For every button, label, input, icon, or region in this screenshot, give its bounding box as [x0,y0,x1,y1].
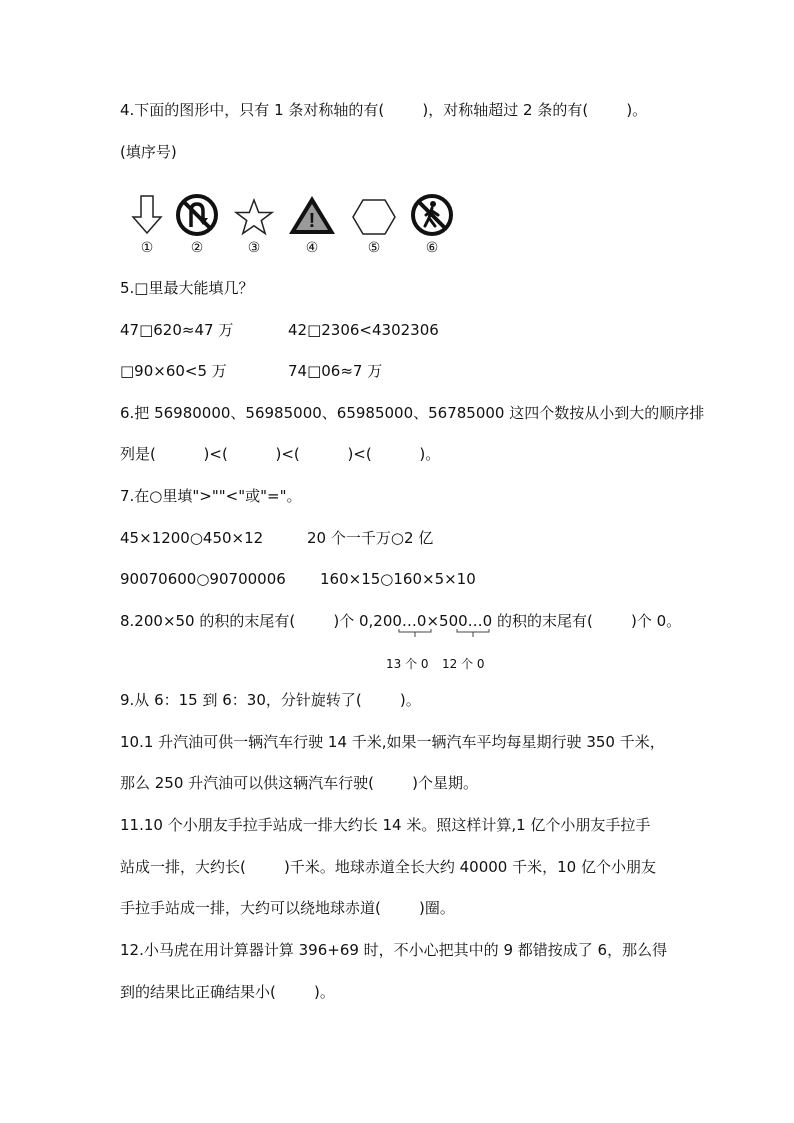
q4-line-2: (填序号) [120,143,177,161]
q10-line-1: 10.1 升汽油可供一辆汽车行驶 14 千米,如果一辆汽车平均每星期行驶 350 千米， [120,733,665,751]
q7-item-b: 20 个一千万○2 亿 [307,529,434,547]
q7-item-a: 45×1200○450×12 [120,529,264,547]
q8-caption-1: 13 个 0 [386,657,429,671]
q5-item-a: 47□620≈47 万 [120,321,234,339]
q12-line-2: 到的结果比正确结果小( )。 [120,983,335,1001]
figure-label-3: ③ [247,240,261,256]
hexagon-icon [351,198,397,236]
q7-title: 7.在○里填">""<"或"="。 [120,487,302,505]
q8-caption-2: 12 个 0 [442,657,485,671]
q7-item-d: 160×15○160×5×10 [320,570,476,588]
q5-title: 5.□里最大能填几？ [120,279,254,297]
q6-line-1: 6.把 56980000、56985000、65985000、56785000 这四个数按从小到大的顺序排 [120,404,705,422]
q4-line-1: 4.下面的图形中，只有 1 条对称轴的有( )，对称轴超过 2 条的有( )。 [120,101,648,119]
q10-line-2: 那么 250 升汽油可以供这辆汽车行驶( )个星期。 [120,774,479,792]
star-icon [234,198,274,236]
q7-item-c: 90070600○90700006 [120,570,286,588]
warning-triangle-icon [287,194,337,236]
figure-label-4: ④ [305,240,319,256]
figure-label-5: ⑤ [367,240,381,256]
q5-item-d: 74□06≈7 万 [288,362,383,380]
no-u-turn-sign-icon [175,193,219,237]
q12-line-1: 12.小马虎在用计算器计算 396+69 时，不小心把其中的 9 都错按成了 6，那么得 [120,941,668,959]
q8-brace-2 [456,628,490,638]
q6-line-2: 列是( )<( )<( )<( )。 [120,445,441,463]
exclamation-mark: ! [308,210,316,232]
figure-label-2: ② [190,240,204,256]
q8-line-1: 8.200×50 的积的末尾有( )个 0,200…0×500…0 的积的末尾有( )个 0。 [120,612,682,630]
q9: 9.从 6：15 到 6：30，分针旋转了( )。 [120,691,421,709]
q5-item-b: 42□2306<4302306 [288,321,439,339]
q8-brace-1 [398,628,432,638]
down-arrow-icon [132,195,162,235]
figure-label-1: ① [140,240,154,256]
q11-line-2: 站成一排，大约长( )千米。地球赤道全长大约 40000 千米，10 亿个小朋友 [120,858,656,876]
q5-item-c: □90×60<5 万 [120,362,227,380]
figure-label-6: ⑥ [425,240,439,256]
q11-line-1: 11.10 个小朋友手拉手站成一排大约长 14 米。照这样计算,1 亿个小朋友手拉手 [120,816,651,834]
q11-line-3: 手拉手站成一排，大约可以绕地球赤道( )圈。 [120,899,455,917]
no-pedestrian-sign-icon [410,193,454,237]
